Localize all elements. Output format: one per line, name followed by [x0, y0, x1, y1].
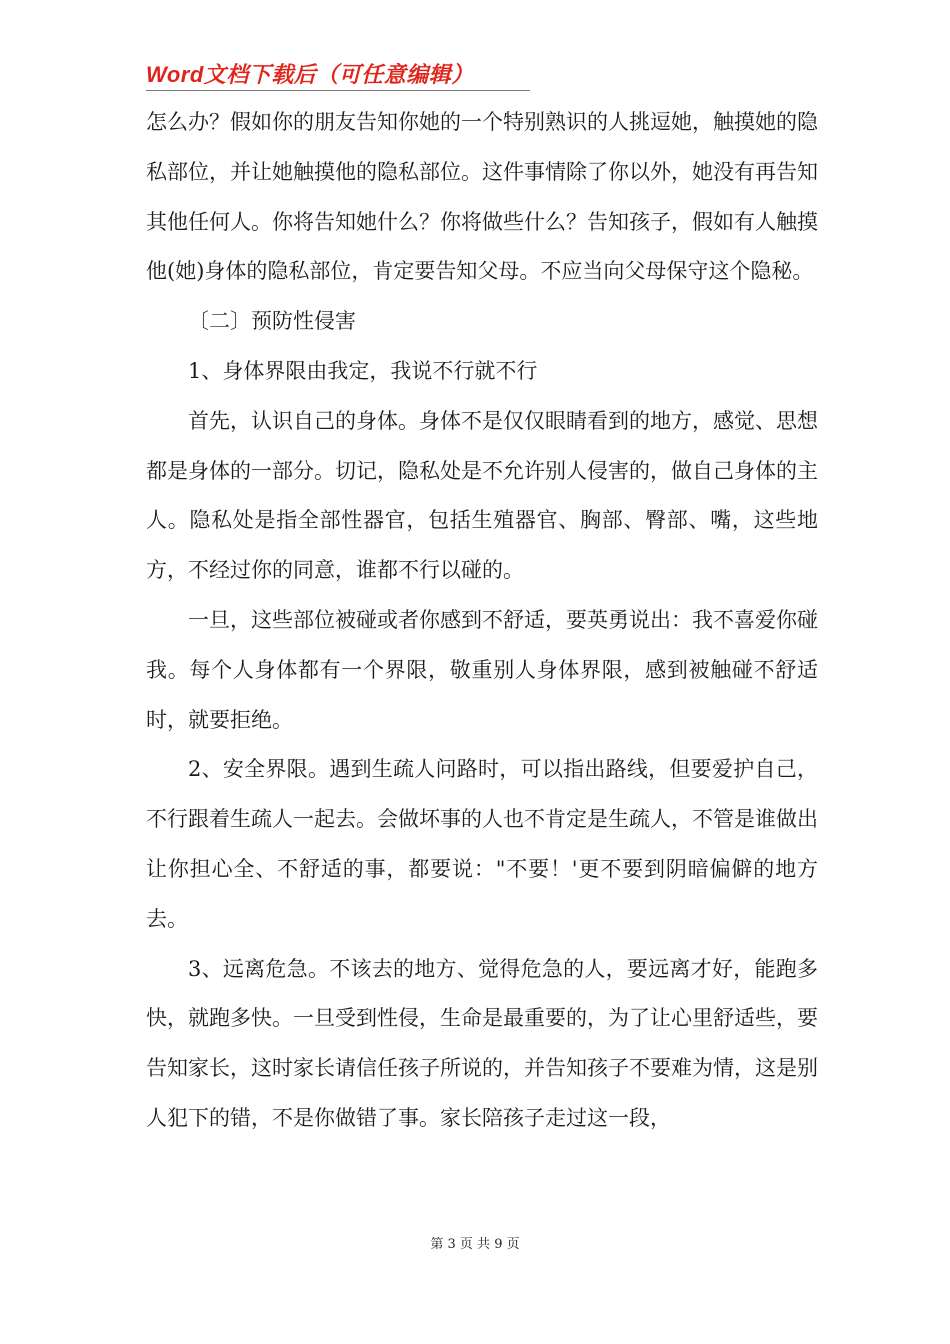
paragraph: 首先，认识自己的身体。身体不是仅仅眼睛看到的地方，感觉、思想都是身体的一部分。切记，隐私处是不允许别人侵害的，做自己身体的主人。隐私处是指全部性器官，包括生殖器官、胸部、臀部、嘴，这些地方，不经过你的同意，谁都不行以碰的。	[146, 408, 818, 583]
section-heading: 〔二〕预防性侵害	[188, 309, 356, 334]
document-header-title: Word文档下载后（可任意编辑）	[146, 62, 474, 87]
document-body	[146, 98, 818, 1144]
paragraph: 一旦，这些部位被碰或者你感到不舒适，要英勇说出：我不喜爱你碰我。每个人身体都有一个界限，敬重别人身体界限，感到被触碰不舒适时，就要拒绝。	[146, 607, 818, 732]
paragraph-continuation: 怎么办？假如你的朋友告知你她的一个特别熟识的人挑逗她，触摸她的隐私部位，并让她触摸他的隐私部位。这件事情除了你以外，她没有再告知其他任何人。你将告知她什么？你将做些什么？告知孩子，假如有人触摸他(她)身体的隐私部位，肯定要告知父母。不应当向父母保守这个隐秘。	[146, 110, 818, 284]
page-number-footer: 第 3 页 共 9 页	[430, 1237, 520, 1252]
paragraph-item-3: 3、远离危急。不该去的地方、觉得危急的人，要远离才好，能跑多快，就跑多快。一旦受到性侵，生命是最重要的，为了让心里舒适些，要告知家长，这时家长请信任孩子所说的，并告知孩子不要难为情，这是别人犯下的错，不是你做错了事。家长陪孩子走过这一段，	[146, 956, 818, 1130]
paragraph-item-2: 2、安全界限。遇到生疏人问路时，可以指出路线，但要爱护自己，不行跟着生疏人一起去。会做坏事的人也不肯定是生疏人，不管是谁做出让你担心全、不舒适的事，都要说："不要！'更不要到阴暗偏僻的地方去。	[146, 757, 818, 931]
subheading-1: 1、身体界限由我定，我说不行就不行	[188, 358, 538, 383]
header-divider	[146, 90, 530, 91]
